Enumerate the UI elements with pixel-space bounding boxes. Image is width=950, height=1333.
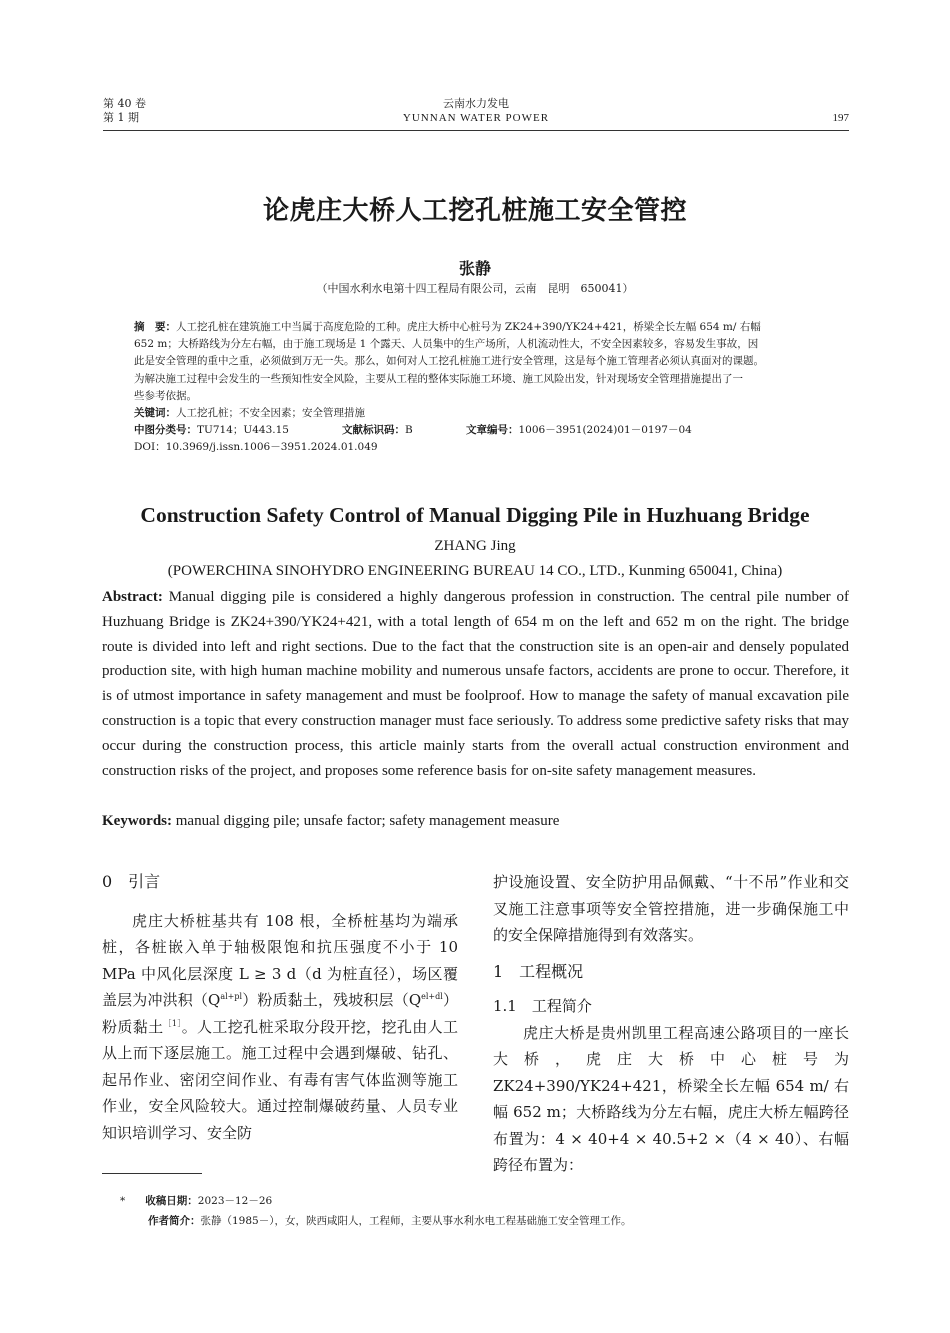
author-name-en: ZHANG Jing [434,538,516,554]
abstract-en [102,585,849,783]
paragraph: 虎庄大桥桩基共有 108 根，全桥桩基均为端承桩，各桩嵌入单于轴极限饱和抗压强度不小于 10 MPa 中风化层深度 L ≥ 3 d（d 为桩直径），场区覆盖层为冲洪积$(Q^{al+pl})$粉质黏土，残坡积层$(Q^{el+dl})$粉质黏土$^{[1]}$。人工挖孔桩采取分段开挖，挖孔由人工从上而下逐层施工。施工过程中会遇到爆破、钻孔、起吊作业、密闭空间作业、有毒有害气体监测等施工作业，安全风险较大。通过控制爆破药量、人员专业知识培训学习、安全防 [102,911,458,1142]
article-number: 文章编号：1006－3951(2024)01－0197－04 [466,424,692,437]
footnote-author-bio: 作者简介：张静（1985－），女，陕西咸阳人，工程师，主要从事水利水电工程基础施工安全管理工作。 [148,1215,632,1227]
issue-label: 第 1 期 [103,111,139,124]
subsection-heading: 1.1 工程简介 [493,997,592,1015]
section-heading: 1 工程概况 [493,961,584,981]
keywords-en [102,809,849,833]
paragraph: 虎庄大桥是贵州凯里工程高速公路项目的一座长大桥，虎庄大桥中心桩号为 ZK24+390/YK24+421，桥梁全长左幅 654 m/ 右幅 652 m；大桥路线为分左右幅，虎庄大桥左幅跨径布置为：4 × 40+4 × 40.5+2 ×（4 × 40）、右幅跨径布置为： [493,1023,849,1174]
affiliation-en: (POWERCHINA SINOHYDRO ENGINEERING BUREAU 14 CO., LTD., Kunming 650041, China) [167,563,783,579]
body-left-column [102,869,458,1146]
abstract-cn-line: 652 m；大桥路线为分左右幅，由于施工现场是 1 个露天、人员集中的生产场所，人机流动性大，不安全因素较多，容易发生事故，因 [134,338,759,351]
clc-code: 中图分类号：TU714；U443.15 [134,424,289,437]
abstract-cn-line: 此是安全管理的重中之重，必须做到万无一失。那么，如何对人工挖孔桩施工进行安全管理，这是每个施工管理者必须认真面对的课题。 [134,355,764,368]
keywords-cn: 关键词：人工挖孔桩；不安全因素；安全管理措施 [134,406,365,419]
paper-title-en: Construction Safety Control of Manual Digging Pile in Huzhuang Bridge [140,503,810,527]
document-code: 文献标识码：B [342,424,413,437]
footnote-divider [102,1173,202,1174]
section-heading: 0 引言 [102,872,161,891]
author-name-cn: 张静 [458,259,491,278]
abstract-cn-label: 摘 要： [134,321,176,333]
footnote-received: * 收稿日期：2023－12－26 [120,1195,273,1207]
citation-ref[interactable]: ［1］ [163,1018,182,1028]
classification-row [134,422,818,439]
abstract-cn-line: 为解决施工过程中会发生的一些预知性安全风险，主要从工程的整体实际施工环境、施工风险出发，针对现场安全管理措施提出了一 [134,372,743,385]
journal-name-cn: 云南水力发电 [443,97,509,110]
abstract-cn-line: 摘 要：人工挖孔桩在建筑施工中当属于高度危险的工种。虎庄大桥中心桩号为 ZK24+390/YK24+421，桥梁全长左幅 654 m/ 右幅 [134,321,761,333]
header-divider [103,130,849,131]
abstract-en-text: Manual digging pile is considered a highly dangerous profession in construction. The central pile number of Huzhuang Bridge is ZK24+390/YK24+421, with a total length of 654 m on the left and 652 m on the right. The bridge route is divided into left and right sections. Due to the fact that the construction site is an open-air and densely populated production site, with high human machine mobility and numerous unsafe factors, accidents are prone to occur. Therefore, it is of utmost importance in safety management and must be foolproof. How to manage the safety of manual excavation pile construction is a topic that every construction manager must face seriously. To address some predictive safety risks that may occur during the construction process, this article mainly starts from the overall actual construction environment and construction risks of the project, and proposes some reference basis for on-site safety management measures. [102,589,849,779]
abstract-cn-line: 些参考依据。 [134,389,197,402]
journal-name-en: YUNNAN WATER POWER [402,112,550,124]
affiliation-cn: （中国水利水电第十四工程局有限公司，云南 昆明 650041） [316,282,634,295]
doi: DOI：10.3969/j.issn.1006－3951.2024.01.049 [134,441,378,454]
keywords-en-label: Keywords: [102,813,172,829]
abstract-en-label: Abstract: [102,589,163,605]
abstract-cn [134,319,818,457]
paragraph: 护设施设置、安全防护用品佩戴、“十不吊”作业和交叉施工注意事项等安全管控措施，进一步确保施工中的安全保障措施得到有效落实。 [493,873,849,944]
keywords-en-text: manual digging pile; unsafe factor; safety management measure [175,813,560,829]
body-right-column [493,869,849,1179]
running-header [103,97,849,133]
paper-title-cn: 论虎庄大桥人工挖孔桩施工安全管控 [262,196,687,226]
page-number: 197 [832,112,849,124]
volume-label: 第 40 卷 [103,97,146,110]
